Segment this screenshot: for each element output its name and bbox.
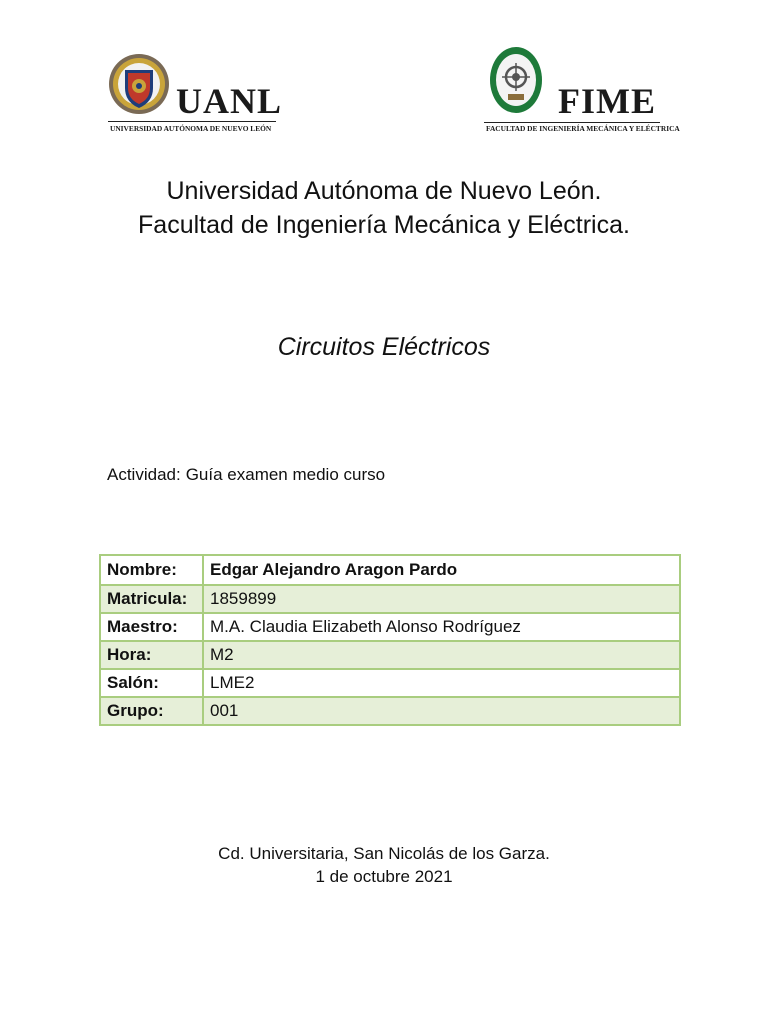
footer-date: 1 de octubre 2021 — [315, 867, 453, 886]
row-value: LME2 — [203, 669, 680, 697]
fime-wordmark: FIME — [558, 81, 656, 121]
row-value: 001 — [203, 697, 680, 725]
uanl-divider — [108, 121, 276, 122]
row-label: Maestro: — [100, 613, 203, 641]
title-line-1: Universidad Autónoma de Nuevo León. — [166, 177, 602, 205]
row-label: Nombre: — [100, 555, 203, 585]
fime-subtitle: FACULTAD DE INGENIERÍA MECÁNICA Y ELÉCTRICA — [486, 124, 680, 133]
table-row-matricula — [100, 585, 680, 613]
fime-seal-icon — [486, 44, 546, 116]
fime-logo — [484, 44, 680, 136]
footer-location: Cd. Universitaria, San Nicolás de los Garza. — [218, 844, 550, 863]
uanl-logo — [108, 52, 283, 136]
table-row-maestro — [100, 613, 680, 641]
title-line-2: Facultad de Ingeniería Mecánica y Eléctrica. — [138, 211, 630, 239]
row-value: 1859899 — [203, 585, 680, 613]
location-date-footer — [0, 842, 768, 888]
row-label: Salón: — [100, 669, 203, 697]
course-subject: Circuitos Eléctricos — [277, 333, 491, 361]
row-value: M.A. Claudia Elizabeth Alonso Rodríguez — [203, 613, 680, 641]
row-label: Matricula: — [100, 585, 203, 613]
row-label: Hora: — [100, 641, 203, 669]
fime-divider — [484, 122, 660, 123]
activity-value: Guía examen medio curso — [185, 465, 386, 484]
uanl-wordmark: UANL — [176, 81, 283, 121]
row-value: M2 — [203, 641, 680, 669]
table-row-hora — [100, 641, 680, 669]
table-row-nombre — [100, 555, 680, 585]
uanl-seal-icon — [108, 52, 170, 118]
table-row-salon — [100, 669, 680, 697]
institution-title — [0, 174, 768, 242]
activity-label: Actividad: — [107, 465, 181, 484]
activity-line — [107, 465, 385, 485]
table-row-grupo — [100, 697, 680, 725]
row-label: Grupo: — [100, 697, 203, 725]
row-value: Edgar Alejandro Aragon Pardo — [203, 555, 680, 585]
uanl-subtitle: UNIVERSIDAD AUTÓNOMA DE NUEVO LEÓN — [110, 124, 272, 133]
student-info-table — [99, 554, 681, 726]
